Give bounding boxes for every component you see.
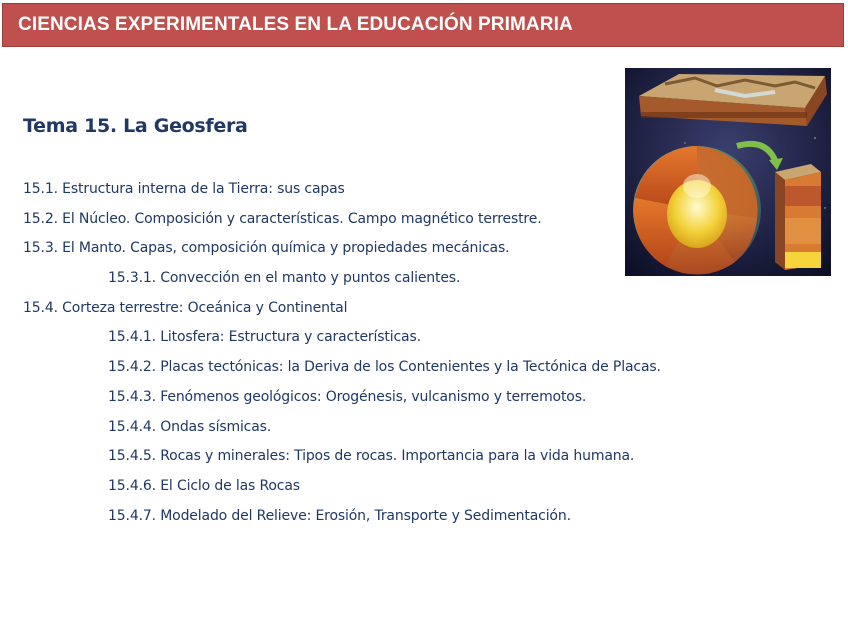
toc-item-15-2: 15.2. El Núcleo. Composición y características. Campo magnético terrestre. (23, 210, 542, 227)
slide-header (2, 3, 844, 47)
earth-layers-illustration-icon (625, 68, 831, 276)
toc-item-15-4-1: 15.4.1. Litosfera: Estructura y características. (108, 329, 421, 346)
toc-item-15-3-1: 15.3.1. Convección en el manto y puntos calientes. (108, 270, 461, 287)
header-title: CIENCIAS EXPERIMENTALES EN LA EDUCACIÓN PRIMARIA (18, 14, 573, 35)
toc-item-15-4-6: 15.4.6. El Ciclo de las Rocas (108, 477, 300, 494)
page-title: Tema 15. La Geosfera (23, 115, 248, 137)
toc-item-15-1: 15.1. Estructura interna de la Tierra: sus capas (23, 181, 345, 197)
toc-item-15-4-4: 15.4.4. Ondas sísmicas. (108, 418, 272, 435)
toc-item-15-4-5: 15.4.5. Rocas y minerales: Tipos de rocas. Importancia para la vida humana. (108, 448, 635, 465)
table-of-contents (23, 178, 661, 534)
toc-item-15-4-3: 15.4.3. Fenómenos geológicos: Orogénesis, vulcanismo y terremotos. (108, 388, 587, 405)
toc-item-15-4-2: 15.4.2. Placas tectónicas: la Deriva de los Contenientes y la Tectónica de Placas. (108, 359, 661, 376)
toc-item-15-4-7: 15.4.7. Modelado del Relieve: Erosión, Transporte y Sedimentación. (108, 507, 571, 524)
toc-item-15-4: 15.4. Corteza terrestre: Oceánica y Continental (23, 299, 348, 316)
toc-item-15-3: 15.3. El Manto. Capas, composición química y propiedades mecánicas. (23, 240, 510, 257)
